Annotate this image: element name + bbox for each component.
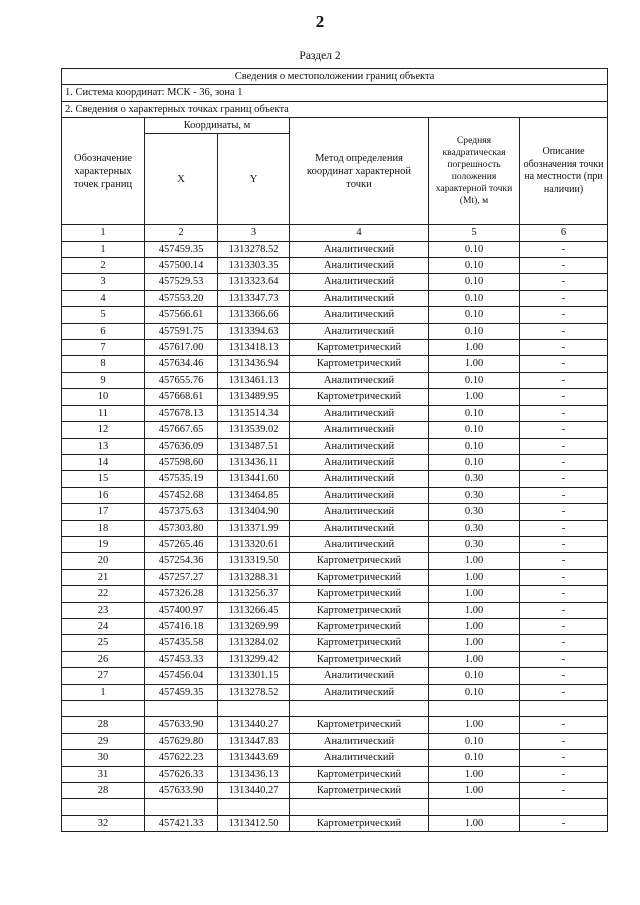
method-cell: Картометрический <box>290 553 429 569</box>
method-cell: Аналитический <box>290 405 429 421</box>
method-cell: Аналитический <box>290 274 429 290</box>
error-cell: 0.10 <box>429 258 520 274</box>
point-number-cell: 25 <box>62 635 145 651</box>
error-cell: 1.00 <box>429 586 520 602</box>
header-designation: Обозначение характерных точек границ <box>62 118 145 225</box>
y-coordinate-cell: 1313323.64 <box>218 274 290 290</box>
error-cell: 0.10 <box>429 241 520 257</box>
table-row <box>62 684 608 700</box>
description-cell <box>520 799 608 815</box>
table-row <box>62 274 608 290</box>
boundary-points-table <box>61 68 608 832</box>
point-number-cell: 23 <box>62 602 145 618</box>
page-number: 2 <box>315 12 325 31</box>
table-row <box>62 717 608 733</box>
y-coordinate-cell: 1313366.66 <box>218 307 290 323</box>
y-coordinate-cell: 1313436.94 <box>218 356 290 372</box>
column-number: 4 <box>290 225 429 241</box>
method-cell: Картометрический <box>290 356 429 372</box>
point-number-cell: 19 <box>62 536 145 552</box>
point-number-cell: 16 <box>62 487 145 503</box>
point-number-cell: 8 <box>62 356 145 372</box>
description-cell <box>520 701 608 717</box>
x-coordinate-cell: 457636.09 <box>145 438 218 454</box>
point-number-cell: 20 <box>62 553 145 569</box>
description-cell: - <box>520 274 608 290</box>
error-cell: 1.00 <box>429 766 520 782</box>
table-row <box>62 356 608 372</box>
table-row <box>62 733 608 749</box>
method-cell: Аналитический <box>290 438 429 454</box>
table-row <box>62 536 608 552</box>
error-cell: 1.00 <box>429 783 520 799</box>
x-coordinate-cell: 457326.28 <box>145 586 218 602</box>
error-cell <box>429 701 520 717</box>
method-cell: Картометрический <box>290 635 429 651</box>
y-coordinate-cell: 1313447.83 <box>218 733 290 749</box>
point-number-cell: 1 <box>62 241 145 257</box>
x-coordinate-cell: 457453.33 <box>145 651 218 667</box>
x-coordinate-cell: 457655.76 <box>145 372 218 388</box>
point-number-cell: 13 <box>62 438 145 454</box>
error-cell: 0.10 <box>429 422 520 438</box>
header-x: X <box>145 134 218 225</box>
point-number-cell: 24 <box>62 618 145 634</box>
y-coordinate-cell: 1313301.15 <box>218 668 290 684</box>
x-coordinate-cell: 457668.61 <box>145 389 218 405</box>
point-number-cell: 32 <box>62 815 145 831</box>
table-row <box>62 405 608 421</box>
x-coordinate-cell: 457452.68 <box>145 487 218 503</box>
error-cell: 0.30 <box>429 520 520 536</box>
description-cell: - <box>520 356 608 372</box>
table-row <box>62 520 608 536</box>
x-coordinate-cell: 457633.90 <box>145 717 218 733</box>
x-coordinate-cell: 457617.00 <box>145 340 218 356</box>
error-cell: 1.00 <box>429 618 520 634</box>
header-error: Средняя квадратическая погрешность положения характерной точки (Mt), м <box>429 118 520 225</box>
method-cell <box>290 799 429 815</box>
error-cell: 0.10 <box>429 668 520 684</box>
point-number-cell: 4 <box>62 290 145 306</box>
y-coordinate-cell: 1313284.02 <box>218 635 290 651</box>
table-row <box>62 372 608 388</box>
method-cell: Аналитический <box>290 241 429 257</box>
y-coordinate-cell: 1313371.99 <box>218 520 290 536</box>
table-row <box>62 750 608 766</box>
x-coordinate-cell: 457375.63 <box>145 504 218 520</box>
method-cell: Картометрический <box>290 340 429 356</box>
y-coordinate-cell: 1313319.50 <box>218 553 290 569</box>
table-row <box>62 602 608 618</box>
table-row <box>62 258 608 274</box>
table-row <box>62 422 608 438</box>
y-coordinate-cell: 1313256.37 <box>218 586 290 602</box>
point-number-cell: 28 <box>62 717 145 733</box>
point-number-cell: 15 <box>62 471 145 487</box>
table-row <box>62 504 608 520</box>
method-cell: Аналитический <box>290 536 429 552</box>
point-number-cell: 26 <box>62 651 145 667</box>
x-coordinate-cell: 457667.65 <box>145 422 218 438</box>
description-cell: - <box>520 405 608 421</box>
column-number: 3 <box>218 225 290 241</box>
error-cell: 0.10 <box>429 405 520 421</box>
x-coordinate-cell: 457400.97 <box>145 602 218 618</box>
x-coordinate-cell: 457459.35 <box>145 684 218 700</box>
error-cell <box>429 799 520 815</box>
description-cell: - <box>520 290 608 306</box>
method-cell: Аналитический <box>290 323 429 339</box>
x-coordinate-cell: 457553.20 <box>145 290 218 306</box>
table-row <box>62 471 608 487</box>
point-number-cell: 28 <box>62 783 145 799</box>
point-number-cell <box>62 701 145 717</box>
x-coordinate-cell <box>145 799 218 815</box>
table-row <box>62 241 608 257</box>
error-cell: 1.00 <box>429 340 520 356</box>
table-row <box>62 651 608 667</box>
point-number-cell: 22 <box>62 586 145 602</box>
error-cell: 0.10 <box>429 454 520 470</box>
header-method: Метод определения координат характерной точки <box>290 118 429 225</box>
x-coordinate-cell: 457626.33 <box>145 766 218 782</box>
method-cell: Картометрический <box>290 717 429 733</box>
x-coordinate-cell: 457254.36 <box>145 553 218 569</box>
method-cell: Аналитический <box>290 258 429 274</box>
x-coordinate-cell: 457416.18 <box>145 618 218 634</box>
table-row <box>62 323 608 339</box>
point-number-cell: 21 <box>62 569 145 585</box>
point-number-cell: 12 <box>62 422 145 438</box>
table-row <box>62 668 608 684</box>
error-cell: 1.00 <box>429 602 520 618</box>
table-row <box>62 454 608 470</box>
error-cell: 0.10 <box>429 372 520 388</box>
method-cell: Картометрический <box>290 783 429 799</box>
y-coordinate-cell: 1313514.34 <box>218 405 290 421</box>
x-coordinate-cell: 457591.75 <box>145 323 218 339</box>
method-cell: Аналитический <box>290 733 429 749</box>
y-coordinate-cell: 1313464.85 <box>218 487 290 503</box>
column-number: 2 <box>145 225 218 241</box>
description-cell: - <box>520 602 608 618</box>
method-cell: Картометрический <box>290 651 429 667</box>
error-cell: 0.10 <box>429 438 520 454</box>
header-coordinates: Координаты, м <box>145 118 290 134</box>
error-cell: 0.10 <box>429 750 520 766</box>
table-row <box>62 815 608 831</box>
method-cell: Картометрический <box>290 586 429 602</box>
x-coordinate-cell: 457265.46 <box>145 536 218 552</box>
table-row <box>62 340 608 356</box>
x-coordinate-cell: 457500.14 <box>145 258 218 274</box>
x-coordinate-cell: 457456.04 <box>145 668 218 684</box>
y-coordinate-cell: 1313461.13 <box>218 372 290 388</box>
point-number-cell <box>62 799 145 815</box>
point-number-cell: 9 <box>62 372 145 388</box>
error-cell: 1.00 <box>429 389 520 405</box>
error-cell: 0.30 <box>429 471 520 487</box>
description-cell: - <box>520 389 608 405</box>
table-row <box>62 766 608 782</box>
x-coordinate-cell: 457257.27 <box>145 569 218 585</box>
y-coordinate-cell: 1313288.31 <box>218 569 290 585</box>
y-coordinate-cell: 1313440.27 <box>218 717 290 733</box>
y-coordinate-cell: 1313440.27 <box>218 783 290 799</box>
point-number-cell: 30 <box>62 750 145 766</box>
description-cell: - <box>520 258 608 274</box>
description-cell: - <box>520 766 608 782</box>
table-row <box>62 438 608 454</box>
point-number-cell: 7 <box>62 340 145 356</box>
table-row <box>62 389 608 405</box>
table-row <box>62 618 608 634</box>
description-cell: - <box>520 717 608 733</box>
points-heading-row <box>62 101 608 117</box>
description-cell: - <box>520 815 608 831</box>
method-cell: Аналитический <box>290 422 429 438</box>
error-cell: 1.00 <box>429 553 520 569</box>
point-number-cell: 3 <box>62 274 145 290</box>
point-number-cell: 1 <box>62 684 145 700</box>
x-coordinate-cell: 457633.90 <box>145 783 218 799</box>
method-cell: Картометрический <box>290 602 429 618</box>
y-coordinate-cell: 1313320.61 <box>218 536 290 552</box>
description-cell: - <box>520 618 608 634</box>
coord-system: 1. Система координат: МСК - 36, зона 1 <box>62 85 608 101</box>
point-number-cell: 18 <box>62 520 145 536</box>
point-number-cell: 2 <box>62 258 145 274</box>
error-cell: 0.10 <box>429 274 520 290</box>
description-cell: - <box>520 454 608 470</box>
y-coordinate-cell: 1313539.02 <box>218 422 290 438</box>
header-description: Описание обозначения точки на местности (при наличии) <box>520 118 608 225</box>
table-row <box>62 307 608 323</box>
description-cell: - <box>520 422 608 438</box>
description-cell: - <box>520 241 608 257</box>
table-row <box>62 553 608 569</box>
point-number-cell: 5 <box>62 307 145 323</box>
table-row <box>62 799 608 815</box>
y-coordinate-cell: 1313436.11 <box>218 454 290 470</box>
method-cell: Аналитический <box>290 668 429 684</box>
description-cell: - <box>520 553 608 569</box>
description-cell: - <box>520 569 608 585</box>
method-cell: Аналитический <box>290 487 429 503</box>
y-coordinate-cell: 1313347.73 <box>218 290 290 306</box>
y-coordinate-cell: 1313489.95 <box>218 389 290 405</box>
table-row <box>62 701 608 717</box>
x-coordinate-cell: 457598.60 <box>145 454 218 470</box>
method-cell: Аналитический <box>290 504 429 520</box>
point-number-cell: 17 <box>62 504 145 520</box>
point-number-cell: 29 <box>62 733 145 749</box>
description-cell: - <box>520 684 608 700</box>
error-cell: 0.10 <box>429 323 520 339</box>
column-number: 5 <box>429 225 520 241</box>
error-cell: 1.00 <box>429 651 520 667</box>
column-number-row <box>62 225 608 241</box>
method-cell: Аналитический <box>290 471 429 487</box>
y-coordinate-cell <box>218 799 290 815</box>
method-cell: Аналитический <box>290 372 429 388</box>
description-cell: - <box>520 635 608 651</box>
points-heading: 2. Сведения о характерных точках границ объекта <box>62 101 608 117</box>
x-coordinate-cell: 457535.19 <box>145 471 218 487</box>
point-number-cell: 11 <box>62 405 145 421</box>
y-coordinate-cell: 1313303.35 <box>218 258 290 274</box>
x-coordinate-cell: 457435.58 <box>145 635 218 651</box>
x-coordinate-cell <box>145 701 218 717</box>
error-cell: 0.10 <box>429 290 520 306</box>
y-coordinate-cell: 1313441.60 <box>218 471 290 487</box>
error-cell: 0.30 <box>429 536 520 552</box>
error-cell: 0.30 <box>429 504 520 520</box>
point-number-cell: 27 <box>62 668 145 684</box>
y-coordinate-cell: 1313266.45 <box>218 602 290 618</box>
table-row <box>62 586 608 602</box>
point-number-cell: 6 <box>62 323 145 339</box>
description-cell: - <box>520 651 608 667</box>
description-cell: - <box>520 733 608 749</box>
point-number-cell: 10 <box>62 389 145 405</box>
method-cell: Картометрический <box>290 815 429 831</box>
y-coordinate-cell: 1313404.90 <box>218 504 290 520</box>
x-coordinate-cell: 457566.61 <box>145 307 218 323</box>
method-cell: Аналитический <box>290 684 429 700</box>
method-cell: Аналитический <box>290 750 429 766</box>
error-cell: 0.30 <box>429 487 520 503</box>
point-number-cell: 14 <box>62 454 145 470</box>
error-cell: 0.10 <box>429 684 520 700</box>
x-coordinate-cell: 457634.46 <box>145 356 218 372</box>
description-cell: - <box>520 783 608 799</box>
column-number: 6 <box>520 225 608 241</box>
error-cell: 0.10 <box>429 733 520 749</box>
table-title-row <box>62 69 608 85</box>
y-coordinate-cell: 1313412.50 <box>218 815 290 831</box>
method-cell: Аналитический <box>290 290 429 306</box>
method-cell: Картометрический <box>290 766 429 782</box>
method-cell: Картометрический <box>290 389 429 405</box>
method-cell: Аналитический <box>290 454 429 470</box>
method-cell: Аналитический <box>290 520 429 536</box>
description-cell: - <box>520 323 608 339</box>
y-coordinate-cell: 1313299.42 <box>218 651 290 667</box>
error-cell: 0.10 <box>429 307 520 323</box>
section-label: Раздел 2 <box>299 50 341 62</box>
description-cell: - <box>520 471 608 487</box>
error-cell: 1.00 <box>429 815 520 831</box>
description-cell: - <box>520 520 608 536</box>
table-row <box>62 635 608 651</box>
table-row <box>62 783 608 799</box>
method-cell: Картометрический <box>290 569 429 585</box>
x-coordinate-cell: 457622.23 <box>145 750 218 766</box>
x-coordinate-cell: 457459.35 <box>145 241 218 257</box>
x-coordinate-cell: 457529.53 <box>145 274 218 290</box>
table-title: Сведения о местоположении границ объекта <box>62 69 608 85</box>
table-row <box>62 487 608 503</box>
description-cell: - <box>520 668 608 684</box>
y-coordinate-cell: 1313278.52 <box>218 684 290 700</box>
y-coordinate-cell: 1313418.13 <box>218 340 290 356</box>
method-cell: Картометрический <box>290 618 429 634</box>
y-coordinate-cell <box>218 701 290 717</box>
x-coordinate-cell: 457678.13 <box>145 405 218 421</box>
x-coordinate-cell: 457421.33 <box>145 815 218 831</box>
description-cell: - <box>520 307 608 323</box>
header-row-1 <box>62 118 608 134</box>
y-coordinate-cell: 1313487.51 <box>218 438 290 454</box>
y-coordinate-cell: 1313278.52 <box>218 241 290 257</box>
error-cell: 1.00 <box>429 717 520 733</box>
y-coordinate-cell: 1313436.13 <box>218 766 290 782</box>
column-number: 1 <box>62 225 145 241</box>
y-coordinate-cell: 1313394.63 <box>218 323 290 339</box>
table-row <box>62 290 608 306</box>
error-cell: 1.00 <box>429 356 520 372</box>
y-coordinate-cell: 1313443.69 <box>218 750 290 766</box>
error-cell: 1.00 <box>429 569 520 585</box>
header-y: Y <box>218 134 290 225</box>
coord-system-row <box>62 85 608 101</box>
x-coordinate-cell: 457629.80 <box>145 733 218 749</box>
method-cell <box>290 701 429 717</box>
description-cell: - <box>520 750 608 766</box>
description-cell: - <box>520 340 608 356</box>
method-cell: Аналитический <box>290 307 429 323</box>
error-cell: 1.00 <box>429 635 520 651</box>
description-cell: - <box>520 586 608 602</box>
description-cell: - <box>520 536 608 552</box>
y-coordinate-cell: 1313269.99 <box>218 618 290 634</box>
description-cell: - <box>520 504 608 520</box>
description-cell: - <box>520 487 608 503</box>
table-row <box>62 569 608 585</box>
point-number-cell: 31 <box>62 766 145 782</box>
description-cell: - <box>520 438 608 454</box>
x-coordinate-cell: 457303.80 <box>145 520 218 536</box>
description-cell: - <box>520 372 608 388</box>
